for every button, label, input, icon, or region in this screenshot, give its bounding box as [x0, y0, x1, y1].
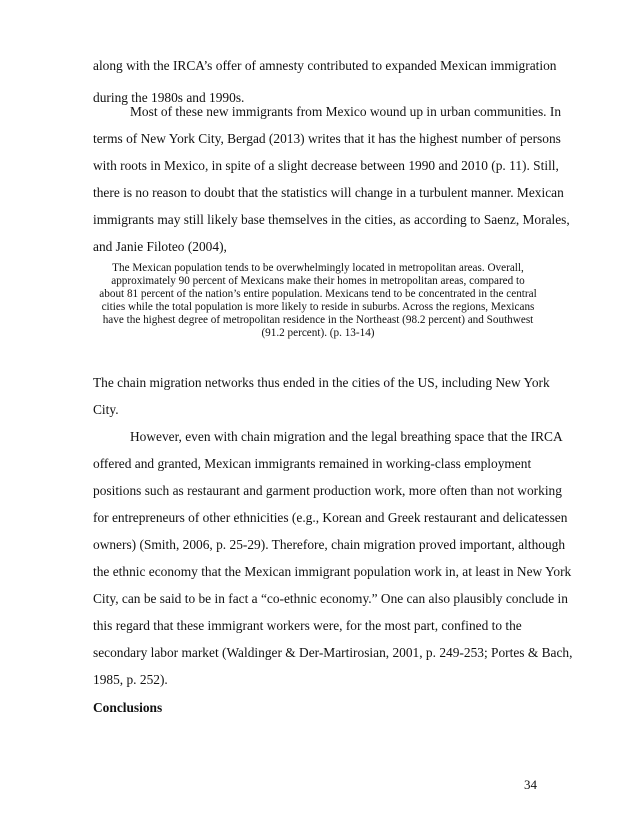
paragraph-line: and Janie Filoteo (2004),: [93, 239, 227, 254]
paragraph-line: owners) (Smith, 2006, p. 25-29). Therefore, chain migration proved important, although: [93, 537, 566, 552]
paragraph-line: with roots in Mexico, in spite of a slight decrease between 1990 and 2010 (p. 11). Still,: [93, 158, 559, 173]
paragraph-line: along with the IRCA’s offer of amnesty contributed to expanded Mexican immigration: [93, 58, 557, 73]
paragraph-line: there is no reason to doubt that the statistics will change in a turbulent manner. Mexican: [93, 185, 564, 200]
quote-line: (91.2 percent). (p. 13-14): [261, 327, 375, 339]
paragraph-line: the ethnic economy that the Mexican immigrant population work in, at least in New York: [93, 564, 572, 579]
paragraph-line: this regard that these immigrant workers were, for the most part, confined to the: [93, 618, 522, 633]
paragraph-line: offered and granted, Mexican immigrants remained in working-class employment: [93, 456, 532, 471]
quote-line: cities while the total population is more likely to reside in suburbs. Across the regions, Mexicans: [101, 301, 535, 313]
paragraph-line: during the 1980s and 1990s.: [93, 90, 245, 105]
page-number: 34: [524, 777, 537, 792]
section-heading: Conclusions: [93, 700, 163, 715]
paragraph-line: Most of these new immigrants from Mexico wound up in urban communities. In: [130, 104, 562, 119]
paragraph-line: secondary labor market (Waldinger & Der-Martirosian, 2001, p. 249-253; Portes & Bach,: [93, 645, 573, 660]
paragraph-line: City, can be said to be in fact a “co-ethnic economy.” One can also plausibly conclude in: [93, 591, 568, 606]
paragraph-line: immigrants may still likely base themselves in the cities, as according to Saenz, Morales,: [93, 212, 570, 227]
block-quote: [88, 262, 548, 340]
paragraph-line: terms of New York City, Bergad (2013) writes that it has the highest number of persons: [93, 131, 561, 146]
quote-line: have the highest degree of metropolitan residence in the Northeast (98.2 percent) and Southwest: [102, 314, 534, 326]
paragraph-line: The chain migration networks thus ended in the cities of the US, including New York: [93, 375, 550, 390]
paragraph-line: 1985, p. 252).: [93, 672, 168, 687]
paragraph-line: positions such as restaurant and garment production work, more often than not working: [93, 483, 562, 498]
paragraph-line: However, even with chain migration and the legal breathing space that the IRCA: [130, 429, 563, 444]
paragraph-line: City.: [93, 402, 119, 417]
quote-line: The Mexican population tends to be overwhelmingly located in metropolitan areas. Overall,: [112, 262, 524, 274]
paragraph-line: for entrepreneurs of other ethnicities (e.g., Korean and Greek restaurant and delicatessen: [93, 510, 568, 525]
quote-line: approximately 90 percent of Mexicans make their homes in metropolitan areas, compared to: [111, 275, 525, 287]
quote-line: about 81 percent of the nation’s entire population. Mexicans tend to be concentrated in the central: [99, 288, 537, 300]
